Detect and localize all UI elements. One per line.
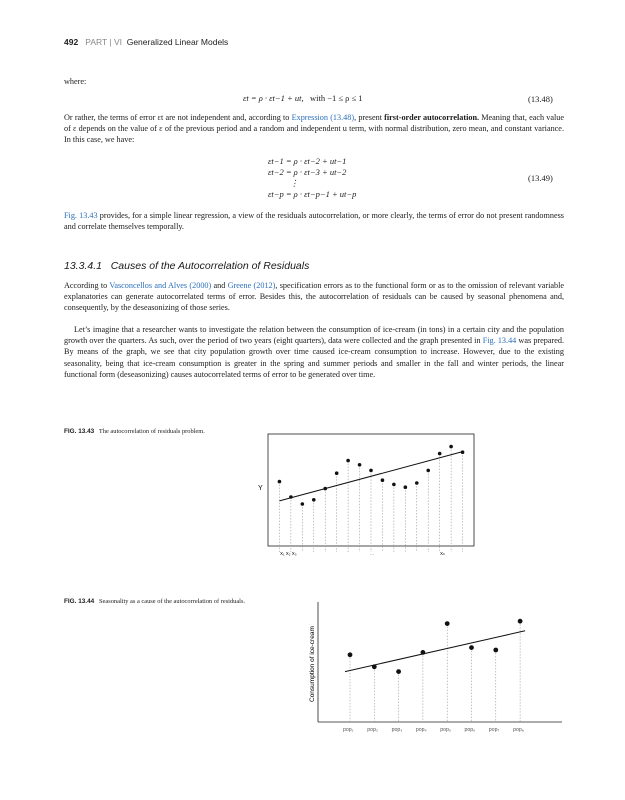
data-point	[312, 498, 316, 502]
equation-number-13-49: (13.49)	[528, 173, 553, 183]
paragraph-first-order	[64, 112, 564, 146]
x-tick-label: pop₆	[464, 727, 476, 733]
y-axis-label: Consumption of ice-cream	[309, 626, 316, 702]
data-point	[445, 621, 450, 626]
regression-line	[279, 452, 462, 501]
x-tick-label: pop₄	[415, 727, 427, 733]
x-tick-label: pop₅	[440, 727, 451, 733]
data-point	[278, 480, 282, 484]
running-header	[64, 37, 228, 47]
equation-13-49	[268, 156, 356, 200]
data-point	[493, 648, 498, 653]
equation-line: ⋮	[290, 178, 299, 188]
plot-frame	[268, 434, 474, 546]
data-point	[323, 487, 327, 491]
citation-link[interactable]: Vasconcellos and Alves (2000)	[109, 281, 212, 290]
figure-label: FIG. 13.43	[64, 428, 95, 435]
section-title: Causes of the Autocorrelation of Residuals	[110, 260, 310, 272]
x-tick-first: X₁ X₂ X₃	[280, 551, 297, 556]
x-tick-dots: ...	[370, 551, 375, 557]
x-tick-label: pop₇	[488, 727, 500, 733]
data-point	[461, 450, 465, 454]
equation-line: εt−2 = ρ · εt−3 + ut−2	[268, 167, 347, 177]
where-label: where:	[64, 77, 87, 86]
data-point	[438, 452, 442, 456]
paragraph-text: Or rather, the terms of error εt are not independent and, according to	[64, 113, 292, 122]
data-point	[335, 471, 339, 475]
data-point	[358, 463, 362, 467]
data-point	[392, 483, 396, 487]
equation-13-48	[243, 93, 363, 103]
data-point	[415, 481, 419, 485]
equation-lhs: εt = ρ · εt−1 + ut,	[243, 93, 304, 103]
data-point	[518, 619, 523, 624]
paragraph-text: Let’s imagine that a researcher wants to investigate the relation between the consumption of ice-cream (in tons) in a certain city and the population growth over the quarters. As such, over the period of two years (eight quarters), data were collected and the graph presented in	[64, 325, 564, 346]
fig-13-44-link[interactable]: Fig. 13.44	[482, 336, 517, 346]
part-label: PART | VI	[85, 37, 122, 47]
data-point	[469, 645, 474, 650]
header-title: Generalized Linear Models	[126, 37, 229, 47]
data-point	[381, 478, 385, 482]
section-number: 13.3.4.1	[64, 260, 102, 272]
data-point	[348, 652, 353, 657]
paragraph-text: , specification errors as to the functional form or as to the omission of relevant variable explanatories can generate autocorrelated terms of error. Besides this, the autocorrelation of residuals can be caused by seasonal phenomena and, consequently, by the deseasonizing of those series.	[64, 281, 564, 313]
equation-condition: with −1 ≤ ρ ≤ 1	[309, 93, 363, 103]
paragraph-text: and	[211, 281, 228, 290]
citation-link[interactable]: Greene (2012)	[227, 281, 276, 290]
regression-line	[345, 631, 525, 672]
paragraph-text: According to	[64, 281, 110, 290]
data-point	[426, 469, 430, 473]
x-tick-last: Xₙ	[440, 551, 445, 556]
x-tick-label: pop₁	[343, 727, 354, 733]
x-tick-label: pop₂	[367, 727, 378, 733]
fig-13-44-caption	[64, 598, 245, 605]
data-point	[301, 502, 305, 506]
bold-term: first-order autocorrelation.	[384, 113, 480, 122]
figure-label: FIG. 13.44	[64, 598, 95, 605]
paragraph-text: , present	[354, 113, 385, 122]
section-heading	[64, 260, 309, 272]
paragraph-causes	[64, 280, 564, 314]
fig-13-43-chart	[254, 430, 484, 562]
figure-caption-text: Seasonality as a cause of the autocorrelation of residuals.	[99, 598, 246, 605]
data-point	[396, 669, 401, 674]
data-point	[346, 459, 350, 463]
data-point	[369, 469, 373, 473]
x-tick-label: pop₃	[391, 727, 403, 733]
paragraph-ice-cream	[64, 324, 564, 380]
fig-13-43-link[interactable]: Fig. 13.43	[64, 211, 98, 220]
data-point	[372, 664, 377, 669]
paragraph-text: was prepared. By means of the graph, we see that city population growth over time caused ice-cream consumption to increase. However, due to the existing seasonality, being that ice-cream consumption is greater in the spring and summer periods and smaller in the fall and winter periods, the linear functional form (deseasonizing) causes autocorrelated terms of error to be generated over time.	[64, 336, 564, 379]
paragraph-text: provides, for a simple linear regression, a view of the residuals autocorrelation, or more clearly, the terms of error do not present randomness and correlate themselves temporally.	[64, 211, 564, 232]
paragraph-fig-reference	[64, 210, 564, 232]
fig-13-44-chart	[300, 598, 570, 738]
data-point	[421, 650, 426, 655]
equation-number-13-48: (13.48)	[528, 94, 553, 104]
data-point	[449, 445, 453, 449]
x-tick-label: pop₈	[513, 727, 524, 733]
paragraph-text: Meaning that, each value of ε depends on the value of ε of the previous period and a random and independent u term, with normal distribution, zero mean, and constant variance. In this case, we have:	[64, 113, 564, 145]
equation-line: εt−1 = ρ · εt−2 + ut−1	[268, 156, 347, 166]
y-axis-label: Y	[258, 485, 263, 492]
figure-caption-text: The autocorrelation of residuals problem.	[98, 428, 205, 435]
fig-13-43-caption	[64, 428, 205, 435]
expression-link[interactable]: Expression (13.48)	[291, 113, 355, 122]
equation-line: εt−p = ρ · εt−p−1 + ut−p	[268, 189, 357, 199]
data-point	[404, 485, 408, 489]
data-point	[289, 495, 293, 499]
page-number: 492	[64, 37, 79, 47]
